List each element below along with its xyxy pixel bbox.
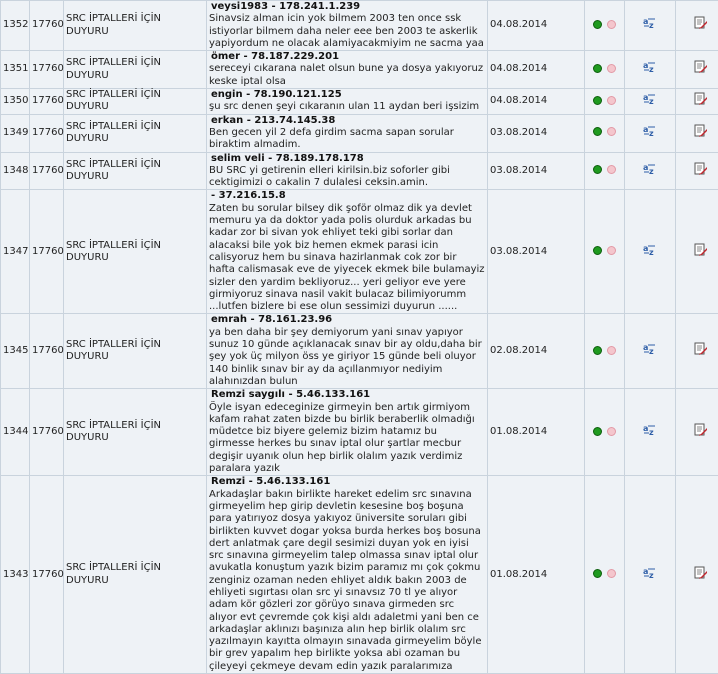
row-title: SRC İPTALLERİ İÇİN DUYURU — [64, 314, 207, 389]
green-dot-icon[interactable] — [593, 569, 602, 578]
row-translate-cell — [625, 51, 676, 89]
svg-text:z: z — [649, 21, 654, 30]
row-id: 1344 — [1, 389, 30, 476]
edit-document-icon[interactable] — [694, 162, 708, 176]
row-author: erkan - 213.74.145.38 — [209, 115, 485, 127]
row-message: şu src denen şeyi cıkaranın ulan 11 aydan beri işsizim — [209, 101, 485, 113]
edit-document-icon[interactable] — [694, 566, 708, 580]
table-row — [1, 389, 718, 476]
row-id: 1350 — [1, 89, 30, 115]
row-id: 1352 — [1, 1, 30, 51]
row-category-id: 17760 — [30, 114, 64, 152]
row-edit-cell — [676, 190, 718, 314]
svg-text:a: a — [643, 17, 648, 26]
row-translate-cell — [625, 114, 676, 152]
row-category-id: 17760 — [30, 89, 64, 115]
edit-document-icon[interactable] — [694, 423, 708, 437]
svg-text:a: a — [643, 424, 648, 433]
row-category-id: 17760 — [30, 314, 64, 389]
table-row — [1, 152, 718, 190]
svg-text:z: z — [649, 97, 654, 106]
row-status — [585, 190, 625, 314]
row-status — [585, 389, 625, 476]
svg-text:a: a — [643, 163, 648, 172]
row-author: - 37.216.15.8 — [209, 190, 485, 202]
row-author: veysi1983 - 178.241.1.239 — [209, 1, 485, 13]
row-message: ya ben daha bir şey demiyorum yani sınav yapıyor sunuz 10 günde açıklanacak sınav bir ay oldu,daha bir şey yok üç milyon öss ye giriyor 15 günde beli oluyor 140 binlik sınav bir ay da açıllanmıyor nediyim alahınızdan bulun — [209, 327, 485, 388]
row-status — [585, 1, 625, 51]
translate-icon[interactable] — [643, 162, 657, 176]
row-id: 1349 — [1, 114, 30, 152]
row-status — [585, 51, 625, 89]
row-author: engin - 78.190.121.125 — [209, 89, 485, 101]
row-id: 1351 — [1, 51, 30, 89]
row-status — [585, 89, 625, 115]
row-message-cell — [207, 114, 488, 152]
row-title: SRC İPTALLERİ İÇİN DUYURU — [64, 114, 207, 152]
edit-document-icon[interactable] — [694, 342, 708, 356]
table-row — [1, 89, 718, 115]
row-message: Öyle isyan edeceginize girmeyin ben artık girmiyom kafam rahat zaten bizde bu birlik beraberlik olmadığı müdetce biz biyere gelemiz bizim hatamız bu girmesse herkes bu sınav iptal olur şartlar mecbur degişir uyanık olun hep birlik olalım yazık verdimiz paralara yazık — [209, 402, 485, 476]
green-dot-icon[interactable] — [593, 64, 602, 73]
row-edit-cell — [676, 476, 718, 674]
row-translate-cell — [625, 1, 676, 51]
row-message-cell — [207, 476, 488, 674]
pink-dot-icon[interactable] — [607, 246, 616, 255]
row-message: Sinavsiz alman icin yok bilmem 2003 ten once ssk istiyorlar bilmem daha neler eee ben 2003 te askerlik yapiyordum ne olacak alamiyacakmiyim ne sacma yaa — [209, 13, 485, 50]
edit-document-icon[interactable] — [694, 92, 708, 106]
svg-text:a: a — [643, 343, 648, 352]
svg-text:z: z — [649, 248, 654, 257]
row-id: 1347 — [1, 190, 30, 314]
svg-text:a: a — [643, 567, 648, 576]
row-message-cell — [207, 89, 488, 115]
translate-icon[interactable] — [643, 124, 657, 138]
row-edit-cell — [676, 1, 718, 51]
green-dot-icon[interactable] — [593, 346, 602, 355]
row-category-id: 17760 — [30, 1, 64, 51]
row-category-id: 17760 — [30, 152, 64, 190]
table-row — [1, 51, 718, 89]
svg-text:a: a — [643, 244, 648, 253]
pink-dot-icon[interactable] — [607, 64, 616, 73]
row-status — [585, 476, 625, 674]
row-date: 01.08.2014 — [488, 476, 585, 674]
svg-text:z: z — [649, 347, 654, 356]
row-date: 04.08.2014 — [488, 89, 585, 115]
row-translate-cell — [625, 389, 676, 476]
row-title: SRC İPTALLERİ İÇİN DUYURU — [64, 389, 207, 476]
row-translate-cell — [625, 190, 676, 314]
row-date: 03.08.2014 — [488, 114, 585, 152]
row-title: SRC İPTALLERİ İÇİN DUYURU — [64, 190, 207, 314]
row-edit-cell — [676, 314, 718, 389]
row-edit-cell — [676, 114, 718, 152]
table-row — [1, 1, 718, 51]
row-date: 03.08.2014 — [488, 152, 585, 190]
table-row — [1, 314, 718, 389]
green-dot-icon[interactable] — [593, 165, 602, 174]
row-author: selim veli - 78.189.178.178 — [209, 153, 485, 165]
row-author: ömer - 78.187.229.201 — [209, 51, 485, 63]
row-author: Remzi saygılı - 5.46.133.161 — [209, 389, 485, 401]
row-category-id: 17760 — [30, 476, 64, 674]
pink-dot-icon[interactable] — [607, 427, 616, 436]
row-message-cell — [207, 1, 488, 51]
row-id: 1343 — [1, 476, 30, 674]
row-translate-cell — [625, 476, 676, 674]
svg-text:z: z — [649, 428, 654, 437]
translate-icon[interactable] — [643, 423, 657, 437]
comments-table-body — [1, 1, 718, 674]
green-dot-icon[interactable] — [593, 427, 602, 436]
row-message: BU SRC yi getirenin elleri kirilsin.biz soforler gibi cektigimizi o cakalin 7 dulalesi ceksin.amin. — [209, 165, 485, 190]
row-message-cell — [207, 314, 488, 389]
green-dot-icon[interactable] — [593, 246, 602, 255]
svg-text:z: z — [649, 129, 654, 138]
row-title: SRC İPTALLERİ İÇİN DUYURU — [64, 1, 207, 51]
pink-dot-icon[interactable] — [607, 96, 616, 105]
pink-dot-icon[interactable] — [607, 346, 616, 355]
table-row — [1, 114, 718, 152]
row-edit-cell — [676, 389, 718, 476]
row-message-cell — [207, 51, 488, 89]
row-title: SRC İPTALLERİ İÇİN DUYURU — [64, 89, 207, 115]
row-translate-cell — [625, 89, 676, 115]
edit-document-icon[interactable] — [694, 243, 708, 257]
row-title: SRC İPTALLERİ İÇİN DUYURU — [64, 152, 207, 190]
row-edit-cell — [676, 51, 718, 89]
row-message: Arkadaşlar bakın birlikte hareket edelim src sınavına girmeyelim hep girip devletin kesesine boş boşuna para yatırıyoz dosya yakıyoz üniversite soruları gibi birlikten kuvvet dogar yoksa burda herkes boş bosuna dert anlatmak çare degil sesimizi duyan yok en iyisi src sınavına girmeyelim talep olmassa sınav iptal olur avukatla konuştum yazık bizim paramız mı çok çokmu zenginiz ozaman neden ehliyet aldık bakın 2003 de ehliyeti sıgırtası olan src yi sınavsız 70 tl ye alıyor adam kör gözleri zor görüyo sınava girmeden src alıyor evt çevremde çok kişi aldı adaletmi yani ben ce arkadaşlar aklınızı başınıza alın hep birlik olalım src yazılmayın kayıtta olmayın sınavada girmeyelim böyle bir grev yapalım hep birlikte yoksa abi ozaman bu çileyeyi çekmeye devam edin yazık paralarımıza — [209, 489, 485, 673]
svg-text:z: z — [649, 571, 654, 580]
row-author: Remzi - 5.46.133.161 — [209, 476, 485, 488]
svg-text:z: z — [649, 65, 654, 74]
row-title: SRC İPTALLERİ İÇİN DUYURU — [64, 476, 207, 674]
table-row — [1, 476, 718, 674]
row-date: 02.08.2014 — [488, 314, 585, 389]
pink-dot-icon[interactable] — [607, 165, 616, 174]
row-status — [585, 114, 625, 152]
edit-document-icon[interactable] — [694, 124, 708, 138]
row-message-cell — [207, 190, 488, 314]
green-dot-icon[interactable] — [593, 127, 602, 136]
row-author: emrah - 78.161.23.96 — [209, 314, 485, 326]
translate-icon[interactable] — [643, 92, 657, 106]
row-translate-cell — [625, 314, 676, 389]
svg-text:a: a — [643, 125, 648, 134]
row-message: Zaten bu sorular bilsey dik şoför olmaz dik ya devlet memuru ya da doktor yada polis olurduk arkadas bu kadar zor bi sivan yok ehliyet teki gibi sorlar dan alacaksi bile yok biz hemen ekmek parasi icin calisyoruz hem bu sinava hazirlanmak cok zor bir hafta calismasak eve de yiyecek ekmek bile bulamayiz sizler den yardim bekliyoruz... yeri geliyor eve yere girmiyoruz sinava nasil vakit bulacaz bilimiyorumm ...lutfen bizlere bi ese olun sessimizi duyurun ...... — [209, 203, 485, 314]
translate-icon[interactable] — [643, 16, 657, 30]
row-id: 1345 — [1, 314, 30, 389]
pink-dot-icon[interactable] — [607, 569, 616, 578]
pink-dot-icon[interactable] — [607, 20, 616, 29]
translate-icon[interactable] — [643, 60, 657, 74]
row-edit-cell — [676, 152, 718, 190]
green-dot-icon[interactable] — [593, 20, 602, 29]
edit-document-icon[interactable] — [694, 60, 708, 74]
row-edit-cell — [676, 89, 718, 115]
row-message-cell — [207, 389, 488, 476]
svg-text:z: z — [649, 167, 654, 176]
green-dot-icon[interactable] — [593, 96, 602, 105]
translate-icon[interactable] — [643, 566, 657, 580]
edit-document-icon[interactable] — [694, 16, 708, 30]
row-category-id: 17760 — [30, 51, 64, 89]
row-message-cell — [207, 152, 488, 190]
row-date: 03.08.2014 — [488, 190, 585, 314]
row-date: 04.08.2014 — [488, 51, 585, 89]
row-category-id: 17760 — [30, 389, 64, 476]
pink-dot-icon[interactable] — [607, 127, 616, 136]
row-status — [585, 152, 625, 190]
translate-icon[interactable] — [643, 243, 657, 257]
svg-text:a: a — [643, 93, 648, 102]
translate-icon[interactable] — [643, 342, 657, 356]
row-status — [585, 314, 625, 389]
row-translate-cell — [625, 152, 676, 190]
row-id: 1348 — [1, 152, 30, 190]
row-date: 01.08.2014 — [488, 389, 585, 476]
row-message: sereceyi cıkarana nalet olsun bune ya dosya yakıyoruz keske iptal olsa — [209, 63, 485, 88]
row-title: SRC İPTALLERİ İÇİN DUYURU — [64, 51, 207, 89]
table-row — [1, 190, 718, 314]
svg-text:a: a — [643, 61, 648, 70]
row-message: Ben gecen yil 2 defa girdim sacma sapan sorular biraktim almadim. — [209, 127, 485, 152]
row-date: 04.08.2014 — [488, 1, 585, 51]
row-category-id: 17760 — [30, 190, 64, 314]
